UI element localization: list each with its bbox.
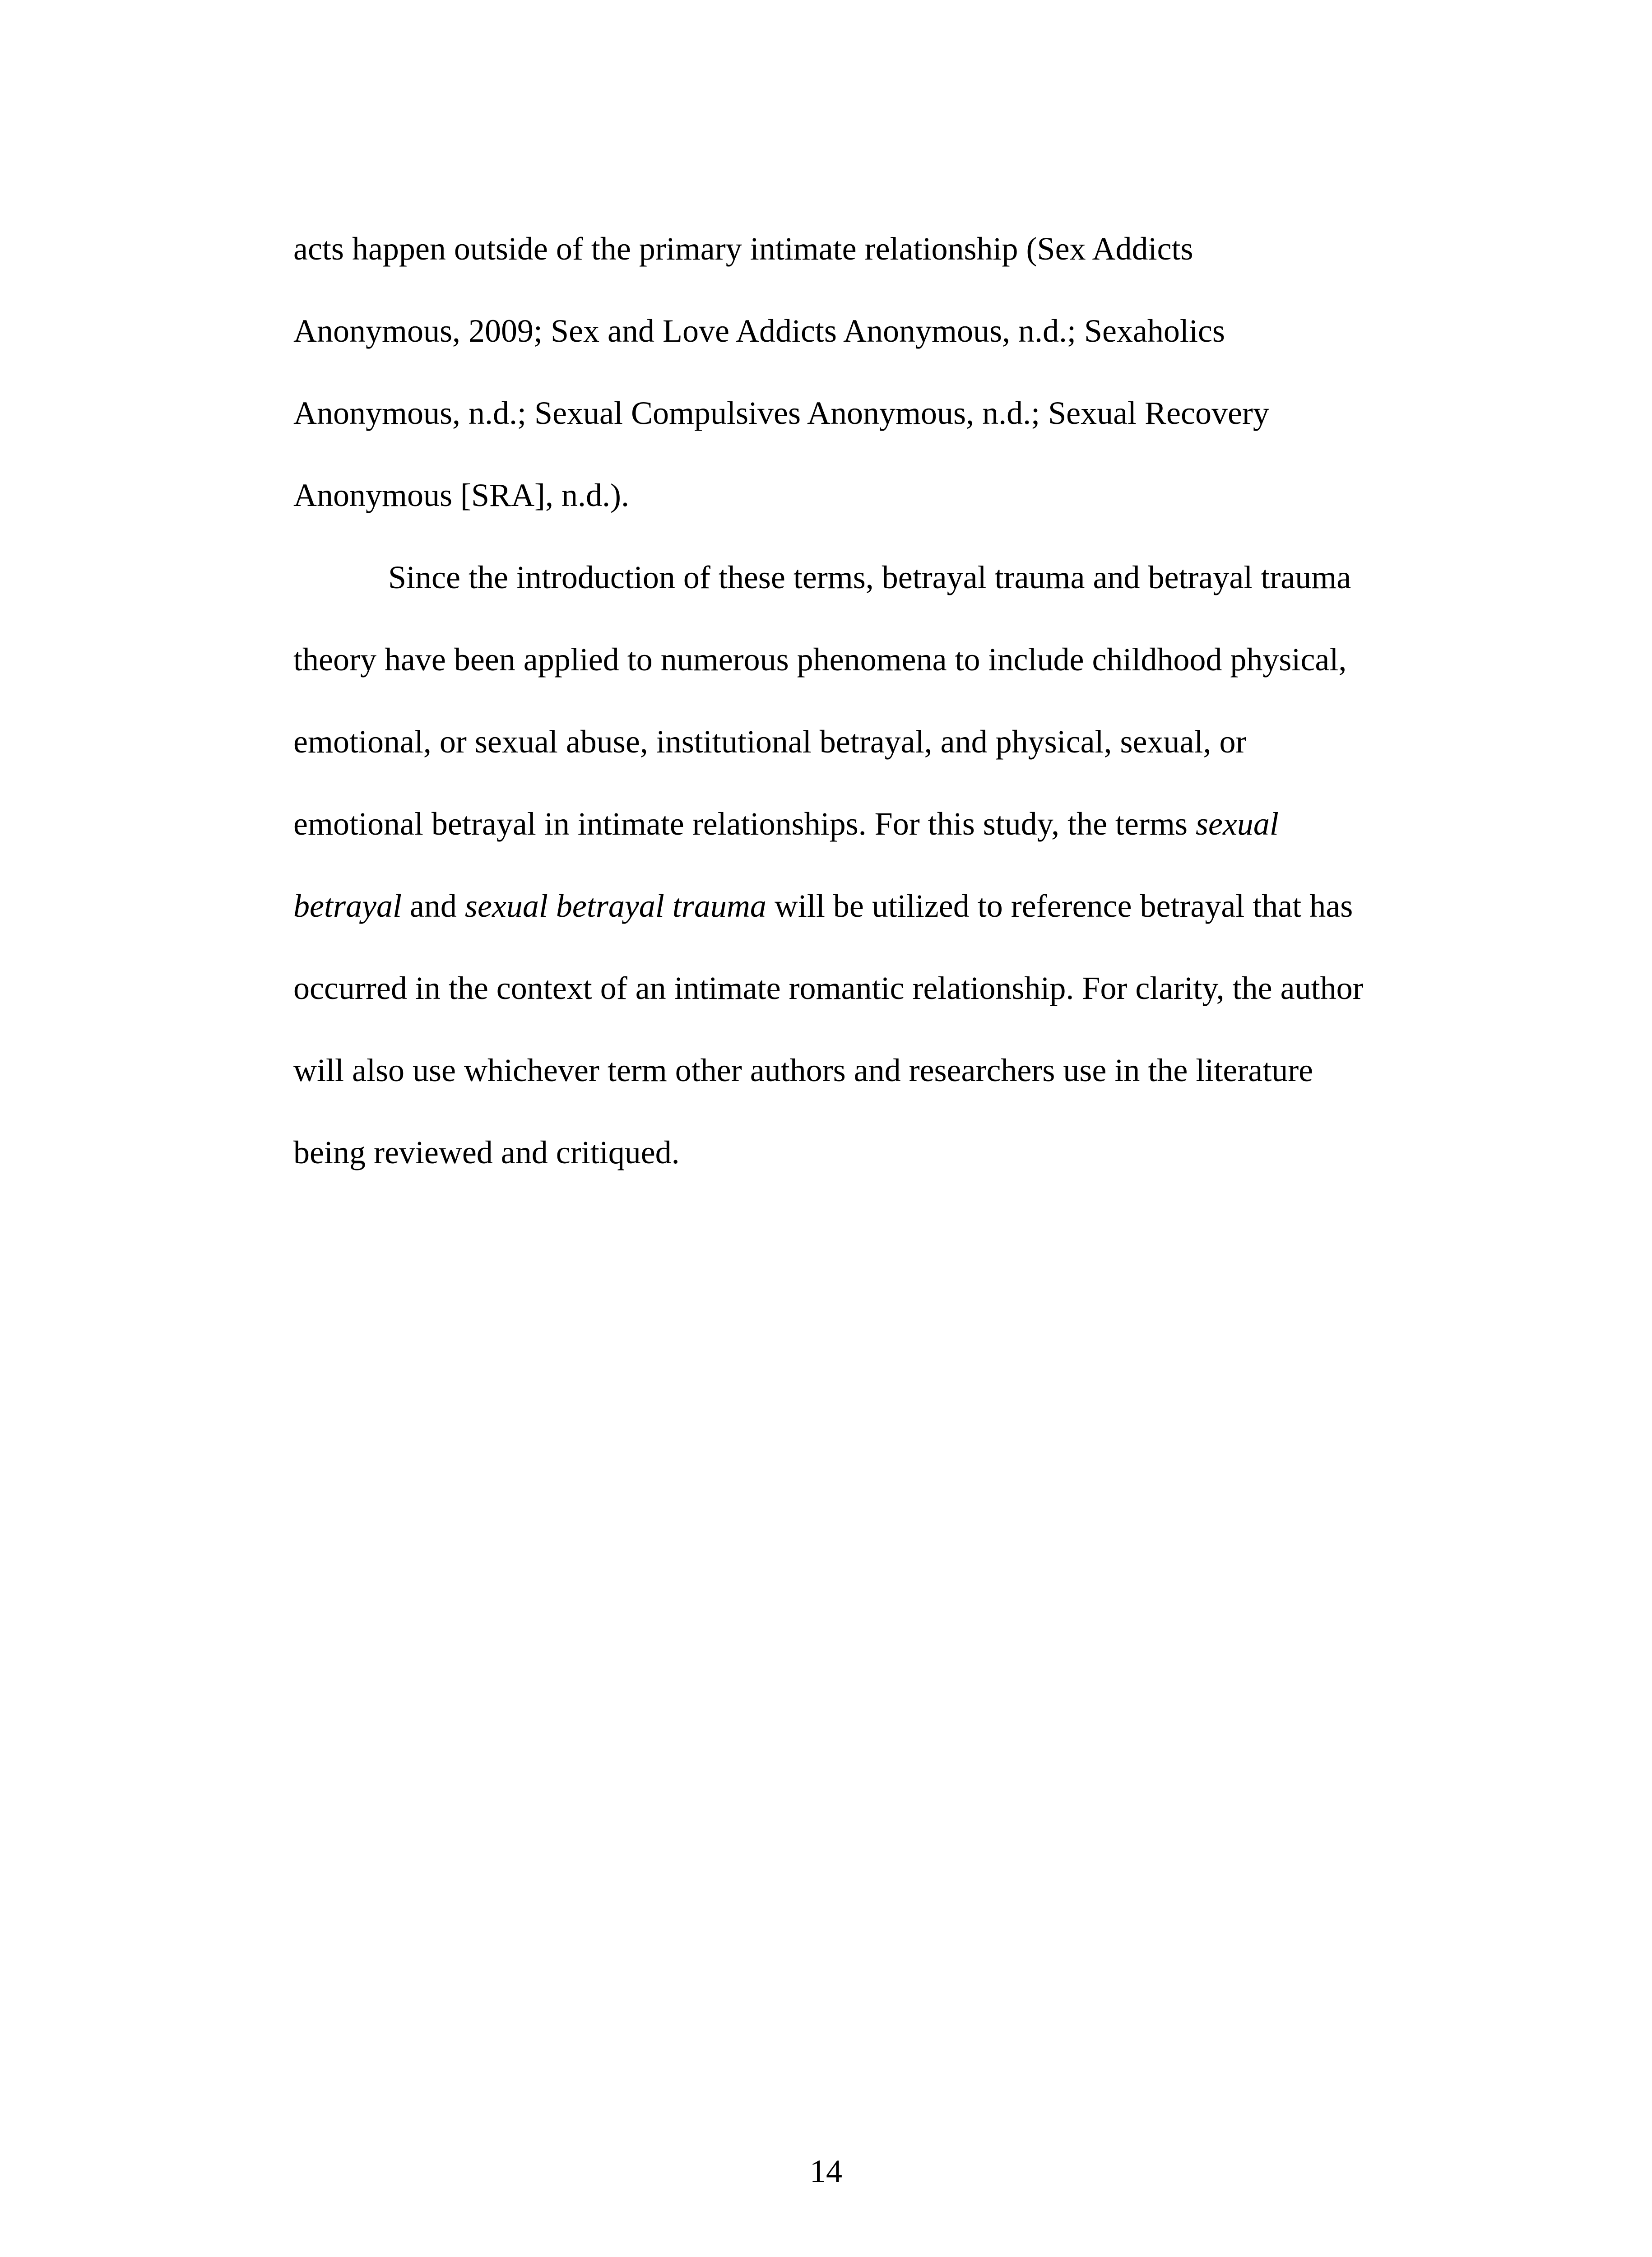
text-line: Anonymous, n.d.; Sexual Compulsives Anonymous, n.d.; Sexual Recovery [293,395,1269,431]
italic-term: betrayal [293,888,402,924]
text-line: emotional, or sexual abuse, institutional betrayal, and physical, sexual, or [293,724,1247,760]
text-line: acts happen outside of the primary intimate relationship (Sex Addicts [293,231,1193,267]
text-line: occurred in the context of an intimate romantic relationship. For clarity, the author [293,970,1364,1006]
page-number: 14 [810,2153,842,2189]
text-line: Anonymous, 2009; Sex and Love Addicts Anonymous, n.d.; Sexaholics [293,313,1225,349]
text-segment: emotional betrayal in intimate relationships. For this study, the terms [293,806,1196,842]
text-segment: and [401,888,465,924]
text-line [293,865,1377,947]
text-line: will also use whichever term other authors and researchers use in the literature [293,1052,1313,1088]
text-line: theory have been applied to numerous phenomena to include childhood physical, [293,641,1347,678]
body-text [293,208,1377,1194]
italic-term: sexual betrayal trauma [464,888,766,924]
text-line: Anonymous [SRA], n.d.). [293,477,630,513]
text-segment: will be utilized to reference betrayal that has [766,888,1353,924]
text-line: being reviewed and critiqued. [293,1134,680,1170]
text-line: Since the introduction of these terms, betrayal trauma and betrayal trauma [388,559,1351,595]
text-line [293,783,1377,865]
italic-term: sexual [1195,806,1279,842]
